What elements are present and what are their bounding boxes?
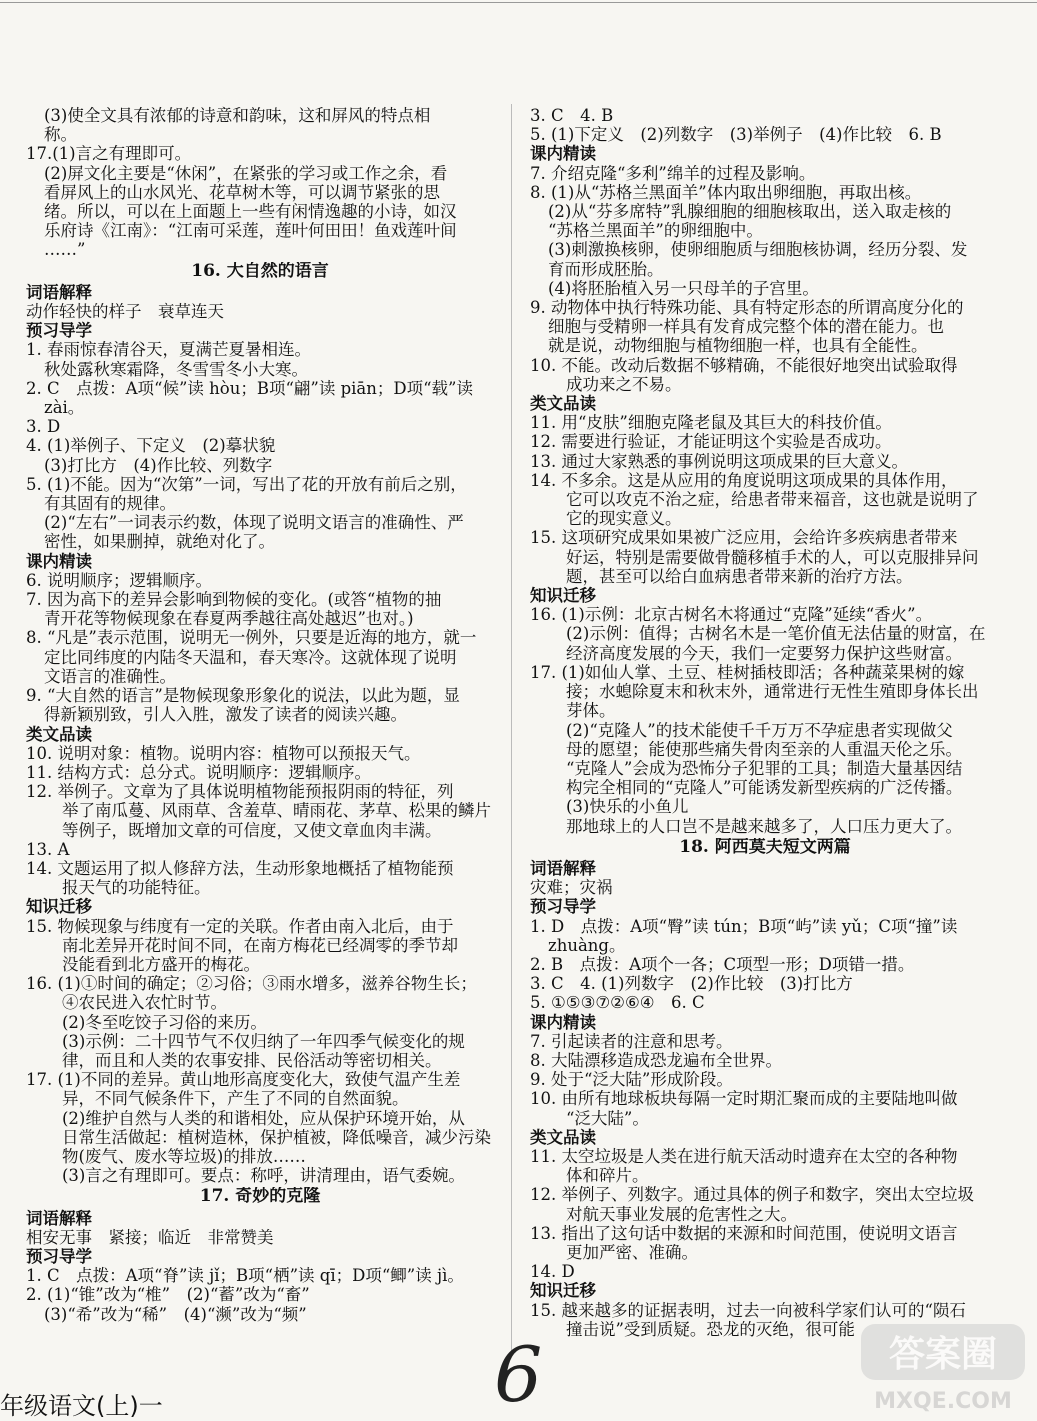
answer-line: 8. 大陆漂移造成恐龙遍布全世界。 [530,1050,782,1070]
answer-line: 撞击说”受到质疑。恐龙的灭绝，很可能 [566,1319,855,1339]
answer-line: (2)从“芬多席特”乳腺细胞的细胞核取出，送入取走核的 [548,202,952,222]
answer-line: 报天气的功能特征。 [62,878,211,898]
answer-line: 3. C 4. (1)列数字 (2)作比较 (3)打比方 [530,974,853,994]
answer-line: 相安无事 紧接；临近 非常赞美 [26,1227,274,1247]
answer-line: 绪。所以，可以在上面题上一些有闲情逸趣的小诗，如汉 [44,202,457,222]
answer-line: 15. 越来越多的证据表明，过去一向被科学家们认可的“陨石 [530,1300,966,1320]
answer-line: 3. D [26,417,61,437]
answer-line: 秋处露秋寒霜降，冬雪雪冬小大寒。 [44,359,308,379]
answer-line: 17. (1)不同的差异。黄山地形高度变化大，致使气温产生差 [26,1070,461,1090]
answer-line: 律，而且和人类的农事安排、民俗活动等密切相关。 [62,1050,442,1070]
answer-line: “苏格兰黑面羊”的卵细胞中。 [548,221,763,241]
answer-line: 称。 [44,125,77,145]
answer-line: 10. 由所有地球板块每隔一定时期汇聚而成的主要陆地叫做 [530,1089,958,1109]
answer-line: 好运，特别是需要做骨髓移植手术的人，可以克服排异问 [566,547,979,567]
section-heading: 词语解释 [26,1208,92,1228]
answer-line: (3)示例：二十四节气不仅归纳了一年四季气候变化的规 [62,1031,465,1051]
answer-line: 3. C 4. B [530,106,614,125]
answer-line: “克隆人”会成为恐怖分子犯罪的工具；制造大量基因结 [566,758,963,778]
answer-line: 10. 不能。改动后数据不够精确，不能很好地突出试验取得 [530,355,958,375]
answer-line: 乐府诗《江南》：“江南可采莲，莲叶何田田！鱼戏莲叶间 [44,221,457,241]
answer-line: 12. 举例子、列数字。通过具体的例子和数字，突出太空垃圾 [530,1185,974,1205]
answer-line: (2)“克隆人”的技术能使千千万万不孕症患者实现做父 [566,720,953,740]
answer-line: 密性，如果删掉，就绝对化了。 [44,532,275,552]
answer-line: 日常生活做起：植树造林，保护植被，降低噪音，减少污染 [62,1127,491,1147]
answer-line: 那地球上的人口岂不是越来越多了，人口压力更大了。 [566,816,962,836]
answer-line: 13. A [26,839,70,859]
answer-line: (4)将胚胎植入另一只母羊的子宫里。 [548,278,819,298]
answer-line: 看屏风上的山水风光、花草树木等，可以调节紧张的思 [44,182,440,202]
answer-line: 14. 文题运用了拟人修辞方法，生动形象地概括了植物能预 [26,858,454,878]
answer-line: 13. 通过大家熟悉的事例说明这项成果的巨大意义。 [530,451,908,471]
answer-line: 灾难；灾祸 [530,878,613,898]
answer-line: 有其固有的规律。 [44,494,176,514]
answer-line: 文语言的准确性。 [44,666,176,686]
section-heading: 课内精读 [530,144,596,164]
answer-line: 9. 动物体中执行特殊功能、具有特定形态的所谓高度分化的 [530,298,964,318]
answer-line: 17. (1)如仙人掌、土豆、桂树插枝即活；各种蔬菜果树的嫁 [530,662,965,682]
answer-line: (2)冬至吃饺子习俗的来历。 [62,1012,267,1032]
section-heading: 知识迁移 [530,1281,596,1301]
section-heading: 预习导学 [26,1246,92,1266]
section-heading: 课内精读 [530,1012,596,1032]
top-border-line [0,2,1037,3]
answer-line: 6. 说明顺序；逻辑顺序。 [26,570,212,590]
answer-line: 5. (1)下定义 (2)列数字 (3)举例子 (4)作比较 6. B [530,125,942,145]
answer-line: (3)刺激换核卵，使卵细胞质与细胞核协调，经历分裂、发 [548,240,968,260]
answer-line: 9. “大自然的语言”是物候现象形象化的说法，以此为题，显 [26,686,460,706]
section-heading: 类文品读 [26,724,92,744]
answer-line: 1. D 点拨：A项“臀”读 tún；B项“屿”读 yǔ；C项“撞”读 [530,916,958,936]
answer-line: 2. C 点拨：A项“候”读 hòu；B项“翩”读 piān；D项“载”读 [26,378,473,398]
answer-line: 它可以攻克不治之症，给患者带来福音，这也就是说明了 [566,490,979,510]
answer-line: ……” [44,240,86,260]
answer-line: 9. 处于“泛大陆”形成阶段。 [530,1070,733,1090]
answer-line: 11. 太空垃圾是人类在进行航天活动时遗弃在太空的各种物 [530,1146,958,1166]
answer-line: zhuàng。 [548,935,626,955]
answer-line: 17.(1)言之有理即可。 [26,144,192,164]
answer-line: 5. ①⑤③⑦②⑥④ 6. C [530,993,705,1013]
section-heading: 预习导学 [26,321,92,341]
lesson-title: 17. 奇妙的克隆 [199,1187,321,1207]
answer-line: 4. (1)举例子、下定义 (2)摹状貌 [26,436,276,456]
answer-line: 14. D [530,1262,575,1282]
answer-line: 等例子，既增加文章的可信度，又使文章血肉丰满。 [62,820,442,840]
section-heading: 词语解释 [26,282,92,302]
footer-grade-subject: 年级语文(上)一 [0,1392,163,1420]
answer-line: 14. 不多余。这是从应用的角度说明这项成果的具体作用， [530,470,958,490]
watermark-text-bottom: MXQE.COM [874,1389,1012,1414]
answer-line: 体和碎片。 [566,1166,649,1186]
watermark-logo [857,1318,1029,1418]
answer-line: 13. 指出了这句话中数据的来源和时间范围，使说明文语言 [530,1223,958,1243]
answer-line: 接；水螅除夏末和秋末外，通常进行无性生殖即身体长出 [566,682,979,702]
answer-line: 16. (1)示例：北京古树名木将通过“克隆”延续“香火”。 [530,605,933,625]
section-heading: 课内精读 [26,551,92,571]
answer-line: 题，甚至可以给白血病患者带来新的治疗方法。 [566,566,913,586]
section-heading: 类文品读 [530,1127,596,1147]
answer-line: (3)使全文具有浓郁的诗意和韵味，这和屏风的特点相 [44,106,431,125]
answer-line: (3)快乐的小鱼儿 [566,797,689,817]
answer-line: 1. C 点拨：A项“脊”读 jǐ；B项“栖”读 qī；D项“鲫”读 jì。 [26,1266,464,1286]
answer-line: (3)“希”改为“稀” (4)“濒”改为“频” [44,1304,307,1324]
answer-line: 没能看到北方盛开的梅花。 [62,954,260,974]
answer-line: 动作轻快的样子 衰草连天 [26,302,224,322]
answer-line: 15. 这项研究成果如果被广泛应用，会给许多疾病患者带来 [530,528,958,548]
answer-line: 母的愿望；能使那些痛失骨肉至亲的人重温天伦之乐。 [566,739,962,759]
page-number: 6 [494,1330,543,1419]
left-column [26,106,494,1324]
section-heading: 知识迁移 [530,586,596,606]
answer-line: 细胞与受精卵一样具有发育成完整个体的潜在能力。也 [548,317,944,337]
answer-line: (2)屏文化主要是“休闲”，在紧张的学习或工作之余，看 [44,163,448,183]
answer-line: 它的现实意义。 [566,509,682,529]
answer-line: 11. 用“皮肤”细胞克隆老鼠及其巨大的科技价值。 [530,413,892,433]
section-heading: 预习导学 [530,897,596,917]
answer-line: 2. (1)“锥”改为“椎” (2)“蓄”改为“畜” [26,1285,310,1305]
answer-line: 举了南瓜蔓、风雨草、含羞草、晴雨花、茅草、松果的鳞片 [62,801,491,821]
answer-line: 10. 说明对象：植物。说明内容：植物可以预报天气。 [26,743,421,763]
answer-line: ④农民进入农忙时节。 [62,993,227,1013]
answer-line: 对航天事业发展的危害性之大。 [566,1204,797,1224]
right-column [530,106,1000,1339]
answer-line: 2. B 点拨：A项个一各；C项型一形；D项错一措。 [530,954,915,974]
answer-line: (3)言之有理即可。要点：称呼，讲清理由，语气委婉。 [62,1166,465,1186]
answer-line: zài。 [44,398,85,418]
answer-line: (2)“左右”一词表示约数，体现了说明文语言的准确性、严 [44,513,464,533]
answer-line: 7. 引起读者的注意和思考。 [530,1031,733,1051]
answer-line: “泛大陆”。 [566,1108,649,1128]
answer-line: (3)打比方 (4)作比较、列数字 [44,455,273,475]
section-heading: 知识迁移 [26,897,92,917]
answer-line: 5. (1)不能。因为“次第”一词，写出了花的开放有前后之别， [26,474,467,494]
section-heading: 词语解释 [530,858,596,878]
answer-line: (2)维护自然与人类的和谐相处，应从保护环境开始，从 [62,1108,465,1128]
answer-line: 更加严密、准确。 [566,1242,698,1262]
watermark-text-top: 答案圈 [888,1334,998,1375]
lesson-title: 18. 阿西莫夫短文两篇 [679,837,851,857]
answer-line: 构完全相同的“克隆人”可能诱发新型疾病的广泛传播。 [566,778,963,798]
answer-line: 物(废气、废水等垃圾)的排放…… [62,1146,306,1166]
answer-line: 15. 物候现象与纬度有一定的关联。作者由南入北后，由于 [26,916,454,936]
answer-line: 成功来之不易。 [566,374,682,394]
answer-line: (2)示例：值得；古树名木是一笔价值无法估量的财富，在 [566,624,986,644]
answer-line: 7. 因为高下的差异会影响到物候的变化。(或答“植物的抽 [26,590,442,610]
answer-line: 南北差异开花时间不同，在南方梅花已经凋零的季节却 [62,935,458,955]
answer-line: 8. “凡是”表示范围，说明无一例外，只要是近海的地方，就一 [26,628,477,648]
answer-line: 异，不同气候条件下，产生了不同的自然面貌。 [62,1089,409,1109]
answer-line: 16. (1)①时间的确定；②习俗；③雨水增多，滋养谷物生长； [26,974,477,994]
answer-line: 12. 举例子。文章为了具体说明植物能预报阴雨的特征，列 [26,782,454,802]
lesson-title: 16. 大自然的语言 [191,261,329,281]
answer-line: 就是说，动物细胞与植物细胞一样，也具有全能性。 [548,336,928,356]
answer-line: 得新颖别致，引人入胜，激发了读者的阅读兴趣。 [44,705,407,725]
answer-line: 1. 春雨惊春清谷天，夏满芒夏暑相连。 [26,340,311,360]
section-heading: 类文品读 [530,394,596,414]
answer-line: 经济高度发展的今天，我们一定要努力保护这些财富。 [566,643,962,663]
answer-line: 11. 结构方式：总分式。说明顺序：逻辑顺序。 [26,762,371,782]
answer-line: 育而形成胚胎。 [548,259,664,279]
answer-line: 定比同纬度的内陆冬天温和，春天寒冷。这就体现了说明 [44,647,457,667]
answer-line: 8. (1)从“苏格兰黑面羊”体内取出卵细胞，再取出核。 [530,182,922,202]
answer-line: 7. 介绍克隆“多利”绵羊的过程及影响。 [530,163,816,183]
column-divider [511,104,512,1354]
answer-line: 青开花等物候现象在春夏两季越往高处越迟”也对。) [44,609,414,629]
answer-line: 12. 需要进行验证，才能证明这个实验是否成功。 [530,432,892,452]
answer-line: 芽体。 [566,701,616,721]
